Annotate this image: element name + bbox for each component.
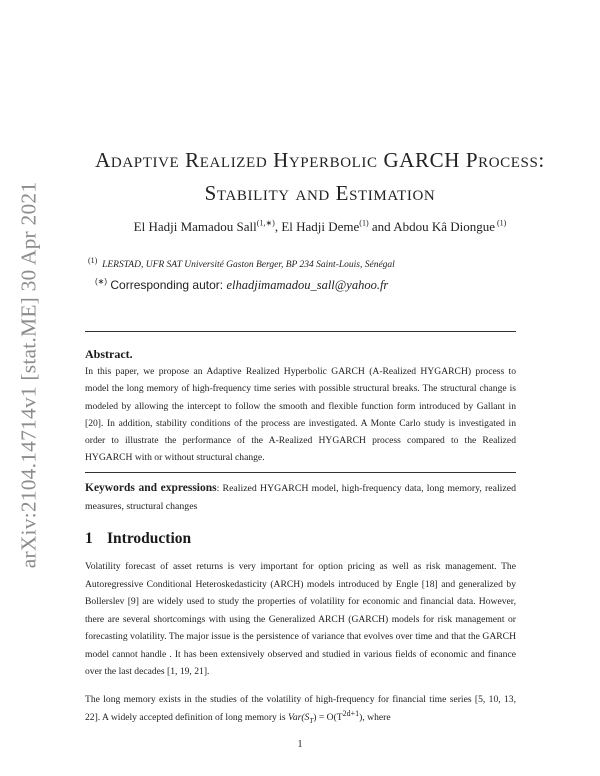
page-number: 1 xyxy=(297,739,303,750)
intro-paragraph-2-text: The long memory exists in the studies of the volatility of high-frequency for financial time series [5, 10, 13, 22]. A widely accepted definition of long memory is xyxy=(85,694,516,723)
arxiv-stamp xyxy=(14,181,44,569)
formula-sub: T xyxy=(309,716,314,725)
title-line-2: Stability and Estimation xyxy=(204,181,436,205)
corresponding-email: elhadjimamadou_sall@yahoo.fr xyxy=(226,278,389,292)
arxiv-stamp-text: arXiv:2104.14714v1 [stat.ME] 30 Apr 2021 xyxy=(16,181,41,569)
formula-mid: ) = O(T xyxy=(313,711,343,723)
title-line-1: Adaptive Realized Hyperbolic GARCH Process: xyxy=(95,148,545,172)
author-1-sup: (1,∗) xyxy=(256,218,275,228)
section-number: 1 xyxy=(85,530,93,547)
section-heading xyxy=(85,530,191,548)
formula-end: ), where xyxy=(359,711,391,723)
intro-paragraph-1: Volatility forecast of asset returns is very important for option pricing as well as risk management. The Autoregressive Conditional Heteroskedasticity (ARCH) models introduced by Engle [18] and generalized by Bollerslev [9] are widely used to study the properties of volatility for economic and financial data. However, there are several shortcomings with using the Generalized ARCH (GARCH) models for risk management or forecasting volatility. The major issue is the persistence of variance that evolves over time and that the GARCH model cannot handle . It has been extensively observed and studied in various fields of economic and finance over the last decades [1, 19, 21]. xyxy=(85,561,516,677)
corresponding-label: Corresponding autor: xyxy=(110,278,227,292)
author-2: El Hadji Deme xyxy=(281,219,360,234)
keywords-label: Keywords and expressions xyxy=(85,482,217,494)
authors xyxy=(60,219,580,235)
abstract-text: In this paper, we propose an Adaptive Realized Hyperbolic GARCH (A-Realized HYGARCH) process to model the long memory of high-frequency time series with possible structural breaks. The structural change is modeled by allowing the intercept to follow the smooth and flexible function form introduced by Gallant in [20]. In addition, stability conditions of the process are investigated. A Monte Carlo study is investigated in order to illustrate the performance of the A-Realized HYGARCH process compared to the Realized HYGARCH with or without structural change. xyxy=(85,366,516,464)
author-sep-2: and xyxy=(368,219,394,234)
keywords xyxy=(85,480,516,515)
intro-paragraph-2 xyxy=(85,691,516,730)
keywords-text: : Realized HYGARCH model, high-frequency data, long memory, realized measures, structural changes xyxy=(85,483,517,512)
top-rule xyxy=(85,331,516,332)
corresponding-author xyxy=(95,278,388,293)
corresponding-sup: (∗) xyxy=(95,277,108,286)
formula-sup: 2d+1 xyxy=(342,708,360,718)
formula-var: Var(S xyxy=(288,711,310,723)
section-title: Introduction xyxy=(107,530,192,547)
author-2-sup: (1) xyxy=(359,218,369,228)
author-sep-1: , xyxy=(274,219,282,234)
affiliation xyxy=(88,255,395,270)
bottom-rule xyxy=(85,472,516,473)
author-3: Abdou Kâ Diongue xyxy=(393,219,496,234)
affiliation-sup: (1) xyxy=(88,255,98,265)
author-1: El Hadji Mamadou Sall xyxy=(133,219,257,234)
abstract-heading: Abstract. xyxy=(85,347,133,361)
affiliation-text: LERSTAD, UFR SAT Université Gaston Berger, BP 234 Saint-Louis, Sénégal xyxy=(102,260,395,270)
author-3-sup: (1) xyxy=(495,218,507,228)
